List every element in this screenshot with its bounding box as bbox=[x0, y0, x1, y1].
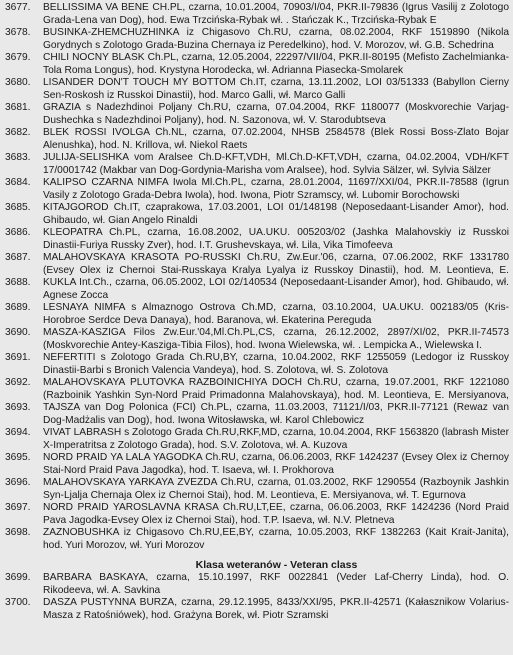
dog-name: NORD PRAID YAROSLAVNA KRASA bbox=[43, 502, 219, 513]
catalog-entry bbox=[0, 277, 513, 302]
catalog-entry bbox=[0, 177, 513, 202]
catalog-entry bbox=[0, 452, 513, 477]
catalog-entry bbox=[0, 402, 513, 427]
catalog-entry bbox=[0, 477, 513, 502]
entry-number: 3677. bbox=[5, 2, 31, 13]
entry-number: 3682. bbox=[5, 127, 31, 138]
entry-text bbox=[43, 302, 513, 327]
dog-name: KALIPSO CZARNA NIMFA bbox=[43, 177, 169, 188]
catalog-entry bbox=[0, 502, 513, 527]
dog-name: MALAHOVSKAYA YARKAYA ZVEZDA bbox=[43, 477, 217, 488]
entry-text bbox=[43, 477, 513, 502]
entry-number: 3686. bbox=[5, 227, 31, 238]
entry-details: Ch.PL, czarna, 16.08.2002, UA.UKU. 005203/02 (Jashka Malahovskiy iz Russkoi Dinastii-Furiya Russky Zver), hod. I.T. Grushevskaya, wł. Lila, Vika Timofeeva bbox=[43, 227, 509, 251]
dog-name: MALAHOVSKAYA PLUTOVKA RAZBOINICHIYA DOCH bbox=[43, 377, 303, 388]
catalog-entry bbox=[0, 302, 513, 327]
catalog-entry bbox=[0, 102, 513, 127]
entry-details: Ch.RU, czarna, 19.07.2001, RKF 1221080 (Razboinik Yashkin Syn-Nord Praid Primadonna Malahovskaya), hod. M. Leontieva, E. Mersiyanova, bbox=[43, 377, 510, 401]
entry-text bbox=[43, 572, 513, 597]
entry-text bbox=[43, 2, 513, 27]
entry-text bbox=[43, 502, 513, 527]
entry-text bbox=[43, 177, 513, 202]
entry-details: van Dog Polonica (FCI) Ch.PL, czarna, 11.03.2003, 71121/I/03, PKR.II-77121 (Rewaz van Dog-Madżalis van Dog), hod. Iwona Witosławska, wł. Karol Chlebowicz bbox=[43, 402, 509, 426]
catalog-entry bbox=[0, 27, 513, 52]
entry-number: 3687. bbox=[5, 252, 31, 263]
catalog-entry bbox=[0, 127, 513, 152]
entry-details: Ch.PL, czarna, 12.05.2004, 22297/VII/04, PKR.II-80195 (Mefisto Zachelmianka-Tola Roma Longus), hod. Krystyna Horodecka, wł. Adrianna Piasecka-Smolarek bbox=[43, 52, 510, 76]
dog-name: BARBARA BASKAYA bbox=[43, 572, 146, 583]
entry-text bbox=[43, 402, 513, 427]
entry-details: s Almaznogo Ostrova Ch.MD, czarna, 03.10.2004, UA.UKU. 002183/05 (Kris-Horobroe Serdce Deva Danaya), hod. Baranova, wł. Ekaterina Pereguda bbox=[43, 302, 509, 326]
entry-details: s Nadezhdinoi Poljany Ch.RU, czarna, 07.04.2004, RKF 1180077 (Moskvorechie Varjag-Dushechka s Nadezhdinoi Poljany), hod. N. Sazonova, wł. V. Starodubtseva bbox=[43, 102, 509, 126]
dog-name: BLEK ROSSI IVOLGA bbox=[43, 127, 150, 138]
dog-name: LISANDER DON'T TOUCH MY BOTTOM bbox=[43, 77, 236, 88]
entry-details: iz Chigasovo Ch.RU,EE,BY, czarna, 10.05.2003, RKF 1382263 (Kait Krait-Janita), hod. Yuri Morozov, wł. Yuri Morozov bbox=[43, 527, 509, 551]
catalog-entry bbox=[0, 527, 513, 552]
entry-number: 3690. bbox=[5, 327, 31, 338]
entry-details: iz Chigasovo Ch.RU, czarna, 08.02.2004, RKF 1519890 (Nikola Gorydnych s Zolotogo Grada-Buzina Chernaya iz Peredelkino), hod. V. Morozov, wł. G.B. Schedrina bbox=[43, 27, 509, 51]
entry-details: Iwola Ml.Ch.PL, czarna, 28.01.2004, 11697/XXI/04, PKR.II-78588 (Igrun Vasily z Zolotogo Grada-Debra Iwola), hod. Iwona, Piotr Szramscy, wł. Lubomir Borochowski bbox=[43, 177, 509, 201]
entry-number: 3678. bbox=[5, 27, 31, 38]
entry-number: 3699. bbox=[5, 572, 31, 583]
dog-name: JULIJA-SELISHKA bbox=[43, 152, 129, 163]
entry-text bbox=[43, 127, 513, 152]
entry-number: 3694. bbox=[5, 427, 31, 438]
entry-details: Ch.IT, czarna, 13.11.2002, LOI 03/51333 (Babyllon Cierny Sen-Roskosh iz Russkoi Dinastii), hod. Marco Galli, wł. Marco Galli bbox=[43, 77, 510, 101]
catalog-entry bbox=[0, 572, 513, 597]
entry-details: Ch.RU, czarna, 06.06.2003, RKF 1424237 (Evsey Olex iz Chernoy Stai-Nord Praid Pava Jagodka), hod. T. Isaeva, wł. I. Prokhorova bbox=[43, 452, 510, 476]
entry-text bbox=[43, 427, 513, 452]
entry-text bbox=[43, 352, 513, 377]
entry-number: 3700. bbox=[5, 597, 31, 608]
entry-details: , czarna, 29.12.1995, 8433/XXI/95, PKR.II-42571 (Kałasznikow Volarius-Masza z Ratośniówek), hod. Grażyna Borek, wł. Piotr Szramski bbox=[43, 597, 509, 621]
entry-details: , czarna, 10.01.2004, 70903/I/04, PKR.II-79836 (Igrus Vasilij z Zolotogo Grada-Lena van Dog), hod. Ewa Trzcińska-Rybak wł. . Stańczak K., Trzcińska-Rybak E bbox=[43, 2, 509, 26]
entry-text bbox=[43, 227, 513, 252]
entry-number: 3683. bbox=[5, 152, 31, 163]
entry-text bbox=[43, 202, 513, 227]
catalog-entry bbox=[0, 2, 513, 27]
entry-text bbox=[43, 597, 513, 622]
entry-details: Int.Ch., czarna, 06.05.2002, LOI 02/140534 (Neposedaant-Lisander Amor), hod. Ghibaudo, wł. Agnese Zocca bbox=[43, 277, 509, 301]
entry-number: 3685. bbox=[5, 202, 31, 213]
dog-name: TAJSZA bbox=[43, 402, 80, 413]
entry-number: 3698. bbox=[5, 527, 31, 538]
catalog-entry bbox=[0, 77, 513, 102]
catalog-entry bbox=[0, 227, 513, 252]
entry-text bbox=[43, 527, 513, 552]
entry-details: vom Aralsee Ch.D-KFT,VDH, Ml.Ch.D-KFT,VDH, czarna, 04.02.2004, VDH/KFT 17/0001742 (Makbar van Dog-Gordynia-Marisha vom Aralsee), hod. Sylvia Sälzer, wł. Sylvia Sälzer bbox=[43, 152, 509, 176]
entry-number: 3689. bbox=[5, 302, 31, 313]
entry-text bbox=[43, 377, 513, 402]
catalog-entry bbox=[0, 252, 513, 277]
dog-name: BUSINKA-ZHEMCHUZHINKA bbox=[43, 27, 179, 38]
entry-number: 3696. bbox=[5, 477, 31, 488]
entry-number: 3684. bbox=[5, 177, 31, 188]
entry-details: Ch.IT, czaprakowa, 17.03.2001, LOI 01/148198 (Neposedaant-Lisander Amor), hod. Ghibaudo, wł. Gian Angelo Rinaldi bbox=[43, 202, 509, 226]
dog-name: ZAZNOBUSHKA bbox=[43, 527, 119, 538]
entry-text bbox=[43, 327, 513, 352]
dog-name: GRAZIA bbox=[43, 102, 81, 113]
dog-name: MALAHOVSKAYA KRASOTA PO-RUSSKI bbox=[43, 252, 241, 263]
entry-number: 3691. bbox=[5, 352, 31, 363]
entry-number: 3695. bbox=[5, 452, 31, 463]
entry-number: 3692. bbox=[5, 377, 31, 388]
dog-name: LESNAYA NIMFA bbox=[43, 302, 125, 313]
entry-number: 3680. bbox=[5, 77, 31, 88]
dog-name: NORD PRAID YA LALA YAGODKA bbox=[43, 452, 203, 463]
dog-name: NEFERTITI bbox=[43, 352, 96, 363]
entry-text bbox=[43, 277, 513, 302]
entry-number: 3693. bbox=[5, 402, 31, 413]
entry-details: Ch.RU,LT,EE, czarna, 06.06.2003, RKF 1424236 (Nord Praid Pava Jagodka-Evsey Olex iz Chernoi Stai), hod. T.P. Isaeva, wł. N.V. Pletneva bbox=[43, 502, 509, 526]
entry-details: Ch.NL, czarna, 07.02.2004, NHSB 2584578 (Blek Rossi Boss-Zlato Bojar Alenushka), hod. N. Krillova, wł. Niekol Raets bbox=[43, 127, 509, 151]
dog-name: KUKLA bbox=[43, 277, 76, 288]
entry-text bbox=[43, 77, 513, 102]
entry-text bbox=[43, 452, 513, 477]
entry-text bbox=[43, 102, 513, 127]
veteran-entry-list bbox=[0, 572, 513, 622]
catalog-entry bbox=[0, 52, 513, 77]
catalog-entry bbox=[0, 202, 513, 227]
catalog-entry bbox=[0, 377, 513, 402]
entry-details: Ch.RU, Zw.Eur.'06, czarna, 07.06.2002, RKF 1331780 (Evsey Olex iz Chernoi Stai-Russkaya Kralya Lyalya iz Russkoy Dinastii), hod. M. Leontieva, E. bbox=[43, 252, 509, 276]
entry-text bbox=[43, 52, 513, 77]
entry-details: Filos Zw.Eur.'04,Ml.Ch.PL,CS, czarna, 26.12.2002, 2897/XI/02, PKR.II-74573 (Moskvorechie Antey-Kasziga-Tibia Filos), hod. Iwona Wielewska, wł. . Lempicka A., Wielewska I. bbox=[43, 327, 509, 351]
entry-number: 3688. bbox=[5, 277, 31, 288]
dog-name: CHILI NOCNY BLASK bbox=[43, 52, 145, 63]
entry-list bbox=[0, 2, 513, 552]
catalog-entry bbox=[0, 327, 513, 352]
entry-text bbox=[43, 152, 513, 177]
entry-details: s Zolotogo Grada Ch.RU,BY, czarna, 10.04.2002, RKF 1255059 (Ledogor iz Russkoy Dinastii-Barbi s Bronich Valencia Vandeya), hod. S. Zolotova, wł. S. Zolotova bbox=[43, 352, 509, 376]
entry-number: 3697. bbox=[5, 502, 31, 513]
entry-number: 3679. bbox=[5, 52, 31, 63]
dog-name: MASZA-KASZIGA bbox=[43, 327, 126, 338]
dog-name: BELLISSIMA VA BENE CH.PL bbox=[43, 2, 183, 13]
section-heading: Klasa weteranów - Veteran class bbox=[195, 559, 358, 571]
catalog-entry bbox=[0, 352, 513, 377]
catalog-entry bbox=[0, 152, 513, 177]
entry-details: s Zolotogo Grada Ch.RU,RKF,MD, czarna, 10.04.2004, RKF 1563820 (labrash Mister X-Imperatritsa z Zolotogo Grada), hod. S.V. Zolotova, wł. A. Kuzova bbox=[43, 427, 509, 451]
catalog-entry bbox=[0, 427, 513, 452]
dog-name: VIVAT LABRASH bbox=[43, 427, 122, 438]
entry-text bbox=[43, 252, 513, 277]
entry-details: , czarna, 15.10.1997, RKF 0022841 (Veder Laf-Cherry Linda), hod. O. Rikodeeva, wł. A. Savkina bbox=[43, 572, 510, 596]
entry-text bbox=[43, 27, 513, 52]
entry-details: Ch.RU, czarna, 01.03.2002, RKF 1290554 (Razboynik Jashkin Syn-Ljalja Chernaja Olex iz Chernoi Stai), hod. M. Leontieva, E. Mersiyanova, wł. T. Egurnova bbox=[43, 477, 509, 501]
dog-name: KLEOPATRA bbox=[43, 227, 103, 238]
entry-number: 3681. bbox=[5, 102, 31, 113]
catalog-entry bbox=[0, 597, 513, 622]
dog-name: DASZA PUSTYNNA BURZA bbox=[43, 597, 175, 608]
dog-name: KITAJGOROD bbox=[43, 202, 109, 213]
